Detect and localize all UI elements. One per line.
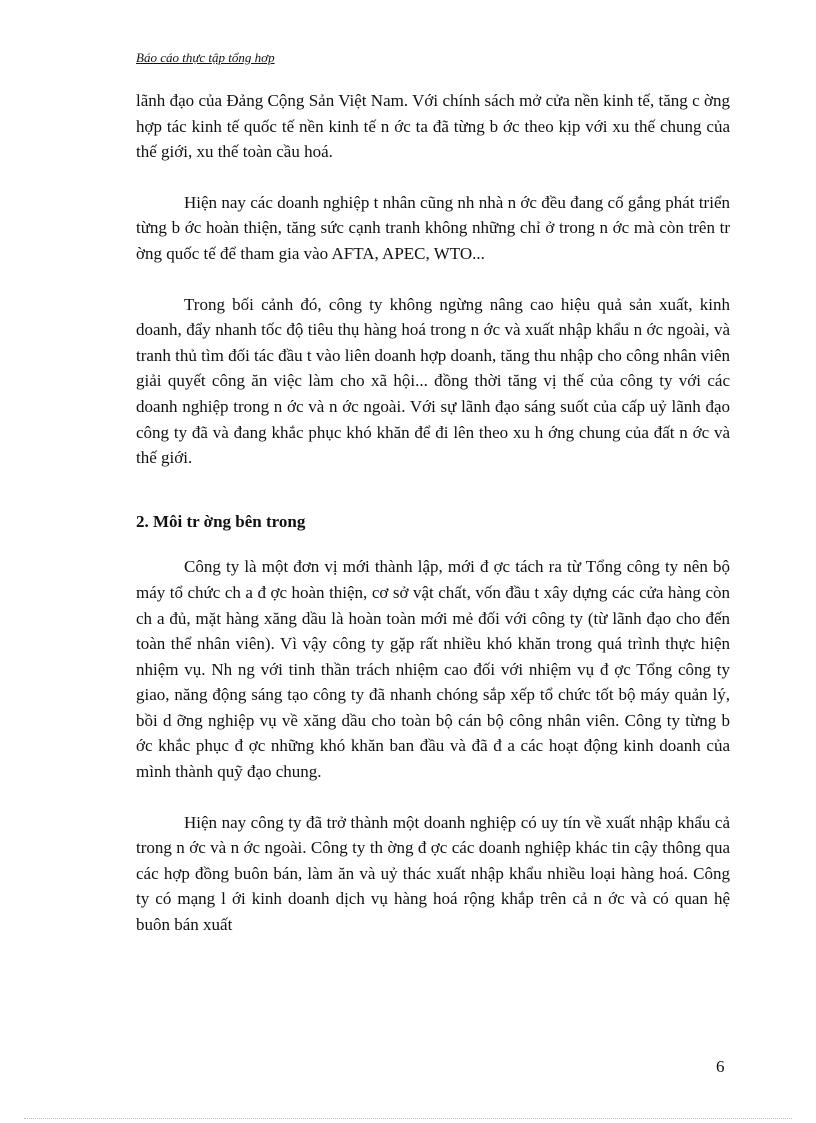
paragraph-enterprise-development: Hiện nay các doanh nghiệp t nhân cũng nh nhà n ớc đều đang cố gắng phát triển từng b ớc hoàn thiện, tăng sức cạnh tranh không những chỉ ở trong n ớc mà còn trên tr ờng quốc tế để tham gia vào AFTA, APEC, WTO... <box>136 192 730 263</box>
paragraph-continuation: lãnh đạo của Đảng Cộng Sản Việt Nam. Với chính sách mở cửa nền kinh tế, tăng c ờng hợp tác kinh tế quốc tế nền kinh tế n ớc ta đã từng b ớc theo kịp với xu thế chung của thế giới, xu thế toàn cầu hoá. <box>136 91 730 162</box>
paragraph-company-context: Trong bối cảnh đó, công ty không ngừng nâng cao hiệu quả sản xuất, kinh doanh, đẩy nhanh tốc độ tiêu thụ hàng hoá trong n ớc và xuất nhập khẩu n ớc ngoài, và tranh thủ tìm đối tác đầu t vào liên doanh hợp doanh, tăng thu nhập cho công nhân viên giải quyết công ăn việc làm cho xã hội... đồng thời tăng vị thế của công ty với các doanh nghiệp trong n ớc và n ớc ngoài. Với sự lãnh đạo sáng suốt của cấp uỷ lãnh đạo công ty đã và đang khắc phục khó khăn để đi lên theo xu h ớng chung của đất n ớc và thế giới. <box>136 294 730 468</box>
paragraph-internal-environment: Công ty là một đơn vị mới thành lập, mới đ ợc tách ra từ Tổng công ty nên bộ máy tổ chức ch a đ ợc hoàn thiện, cơ sở vật chất, vốn đầu t xây dựng các cửa hàng còn ch a đủ, mặt hàng xăng dầu là hoàn toàn mới mẻ đối với công ty (từ lãnh đạo cho đến toàn thể nhân viên). Vì vậy công ty gặp rất nhiều khó khăn trong quá trình thực hiện nhiệm vụ. Nh ng với tinh thần trách nhiệm cao đối với nhiệm vụ đ ợc Tổng công ty giao, năng động sáng tạo công ty đã nhanh chóng sắp xếp tổ chức tốt bộ máy quản lý, bồi d ỡng nghiệp vụ về xăng dầu cho toàn bộ cán bộ công nhân viên. Công ty từng b ớc khắc phục đ ợc những khó khăn ban đầu và đã đ a các hoạt động kinh doanh của mình thành quỹ đạo chung. <box>136 557 730 782</box>
paragraph-company-reputation: Hiện nay công ty đã trở thành một doanh nghiệp có uy tín về xuất nhập khẩu cả trong n ớc và n ớc ngoài. Công ty th ờng đ ợc các doanh nghiệp khác tin cậy thông qua các hợp đồng buôn bán, làm ăn và uỷ thác xuất nhập khẩu nhiều loại hàng hoá. Công ty có mạng l ới kinh doanh dịch vụ hàng hoá rộng khắp trên cả n ớc và có quan hệ buôn bán xuất <box>136 812 730 935</box>
page-bottom-divider <box>24 1118 792 1119</box>
section-heading: 2. Môi tr ờng bên trong <box>136 511 306 531</box>
page-number: 6 <box>716 1057 725 1076</box>
document-body <box>136 88 730 963</box>
running-header: Báo cáo thực tập tổng hơp <box>136 50 275 65</box>
